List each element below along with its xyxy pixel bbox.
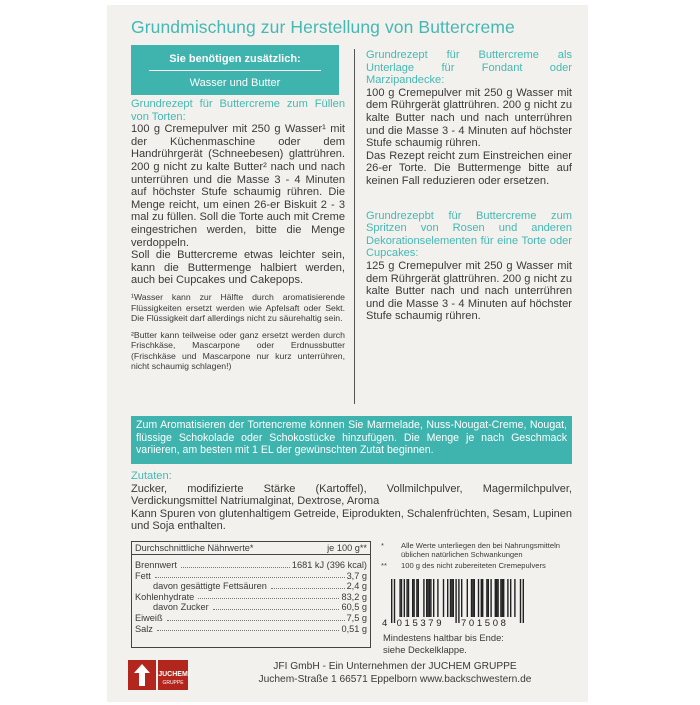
best-before-label: Mindestens haltbar bis Ende: [383, 632, 504, 643]
nutrition-header-label: Durchschnittliche Nährwerte* [135, 543, 254, 553]
barcode-bar [416, 579, 417, 617]
barcode-bar [503, 579, 504, 617]
nutrition-value: 7,5 g [346, 612, 367, 623]
barcode-bar [429, 579, 430, 617]
barcode-bar [399, 579, 400, 617]
barcode-bar [453, 579, 454, 617]
barcode-bar [401, 579, 402, 617]
recipe-fondant-text: 100 g Cremepulver mit 250 g Wasser mit dem Rührgerät glattrühren. 200 g nicht zu kalte Butter nach und nach unterrühren und die Masse 3 - 4 Minuten auf höchster Stufe schaumig rühren. [366, 86, 572, 150]
barcode-bar [520, 579, 521, 623]
barcode-bar [423, 579, 424, 617]
barcode-bar [478, 579, 479, 617]
nutrition-label: Kohlenhydrate [135, 591, 195, 602]
barcode-bar [500, 579, 501, 617]
nutrition-row [132, 602, 370, 613]
barcode-bar [413, 579, 414, 617]
barcode-bar [450, 579, 451, 617]
barcode-bar [481, 579, 482, 617]
juchem-logo [128, 660, 188, 690]
barcode-bar [406, 579, 407, 617]
barcode-bar [510, 579, 511, 617]
nutrition-header [132, 542, 370, 555]
barcode-bar [391, 579, 392, 623]
barcode-bar [495, 579, 496, 617]
barcode-digits-left: 0 1 5 3 7 9 [396, 618, 442, 627]
barcode-bar [455, 579, 456, 623]
allergen-text: Kann Spuren von glutenhaltigem Getreide, Eiprodukten, Schalenfrüchten, Sesam, Lupinen und Soja enthalten. [131, 507, 572, 533]
recipe-filling-light: Soll die Buttercreme etwas leichter sein, kann die Buttermenge halbiert werden, auch bei Cupcakes und Cakepops. [131, 249, 345, 287]
left-column [131, 98, 345, 372]
nutrition-header-value: je 100 g** [327, 543, 367, 553]
nutrition-row [132, 560, 370, 571]
barcode-bar [408, 579, 409, 617]
needed-box [131, 45, 339, 95]
flavoring-banner: Zum Aromatisieren der Tortencreme können Sie Marmelade, Nuss-Nougat-Creme, Nougat, flüssige Schokolade oder Schokostücke hinzufügen. Die Menge je nach Geschmack variieren, am besten mit 1 EL der gewünschten Zutat beginnen. [131, 416, 572, 464]
needed-items: Wasser und Butter [189, 77, 281, 89]
recipe-piping-heading: Grundrezepbt für Buttercreme zum Spritzen von Rosen und anderen Dekorationselementen für eine Torte oder Cupcakes: [366, 209, 572, 260]
nutrition-label: Fett [135, 570, 151, 581]
nutrition-value: 2,4 g [346, 581, 367, 592]
nutrition-value: 1681 kJ (396 kcal) [291, 560, 367, 570]
barcode-bar [437, 579, 438, 617]
barcode-bar [472, 579, 473, 617]
nutrition-row [132, 613, 370, 624]
recipe-filling-heading: Grundrezept für Buttercreme zum Füllen von Torten: [131, 98, 345, 123]
footnote-values: * Alle Werte unterliegen den bei Nahrungsmitteln üblichen natürlichen Schwankungen [381, 541, 560, 560]
column-divider [354, 49, 355, 404]
barcode-bar [488, 579, 489, 617]
barcode-bar [418, 579, 419, 617]
barcode-bar [497, 579, 498, 617]
needed-heading: Sie benötigen zusätzlich: [169, 53, 301, 65]
barcode-bar [404, 579, 405, 617]
recipe-fondant-note: Das Rezept reicht zum Einstreichen einer 26-er Torte. Die Buttermenge bitte auf keinen Fall reduzieren oder ersetzen. [366, 149, 572, 187]
barcode-bar [482, 579, 483, 617]
nutrition-label: Eiweiß [135, 612, 163, 623]
barcode-bar [426, 579, 427, 617]
barcode-bar [433, 579, 434, 617]
barcode [381, 579, 529, 627]
footnote-water: ¹Wasser kann zur Hälfte durch aromatisierende Flüssigkeiten ersetzt werden wie Apfelsaft oder Sekt. Die Flüssigkeit darf allerdings nicht zu säurehaltig sein. [131, 291, 345, 324]
recipe-filling-text: 100 g Cremepulver mit 250 g Wasser¹ mit der Küchenmaschine oder dem Handrührgerät (Schneebesen) glattrühren. 200 g nicht zu kalte Butter² nach und nach unterrühren und die Masse 3 - 4 Minuten auf höchster Stufe schaumig rühren. Die Menge reicht, um einen 26-er Biskuit 2 - 3 mal zu füllen. Soll die Torte auch mit Creme eingestrichen werden, bitte die Menge verdoppeln. [131, 123, 345, 249]
nutrition-label: davon Zucker [153, 602, 209, 613]
footnotes [381, 541, 581, 573]
right-column [366, 49, 572, 323]
barcode-bar [427, 579, 428, 617]
nutrition-value: 0,51 g [341, 623, 367, 634]
nutrition-label: Salz [135, 623, 153, 634]
barcode-bar [447, 579, 448, 617]
nutrition-value: 3,7 g [346, 570, 367, 581]
nutrition-value: 60,5 g [341, 602, 367, 613]
page-title: Grundmischung zur Herstellung von Buttercreme [131, 17, 515, 37]
company-info [225, 660, 565, 686]
best-before [383, 632, 504, 655]
logo-text-bottom: GRUPPE [162, 680, 184, 686]
barcode-bar [461, 579, 462, 617]
ingredients-section [131, 470, 572, 533]
barcode-bar [514, 579, 515, 617]
nutrition-label: davon gesättigte Fettsäuren [153, 581, 267, 592]
barcode-bar [502, 579, 503, 617]
recipe-fondant-heading: Grundrezept für Buttercreme als Unterlage für Fondant oder Marzipandecke: [366, 49, 572, 87]
barcode-bar [467, 579, 468, 617]
best-before-value: siehe Deckelklappe. [383, 643, 467, 655]
footnote-powder: ** 100 g des nicht zubereiteten Cremepulvers [381, 561, 546, 571]
recipe-piping-text: 125 g Cremepulver mit 250 g Wasser mit dem Rührgerät glattrühren. 200 g nicht zu kalte Butter nach und nach unterrühren und die Masse 3 - 4 Minuten auf höchster Stufe schaumig rühren. [366, 259, 572, 323]
barcode-bar [451, 579, 452, 617]
product-label [107, 5, 588, 702]
barcode-digit-first: 4 [382, 618, 388, 627]
footnote-butter: ²Butter kann teilweise oder ganz ersetzt werden durch Frischkäse, Mascarpone oder Erdnussbutter (Frischkäse und Mascarpone nur kurz unterrühren, nicht schaumig schlagen!) [131, 329, 345, 372]
barcode-bar [496, 579, 497, 617]
company-address: Juchem-Straße 1 66571 Eppelborn www.backschwestern.de [258, 674, 532, 685]
barcode-bar [443, 579, 444, 617]
barcode-bar [412, 579, 413, 617]
barcode-bar [471, 579, 472, 617]
nutrition-row [132, 624, 370, 635]
ingredients-text: Zucker, modifizierte Stärke (Kartoffel), Vollmilchpulver, Magermilchpulver, Verdickungsmittel Natriumalginat, Dextrose, Aroma [131, 482, 572, 508]
barcode-digits-right: 7 0 1 5 0 8 [461, 618, 506, 627]
barcode-bar [523, 579, 524, 623]
nutrition-row [132, 571, 370, 582]
barcode-bar [474, 579, 475, 617]
logo-icon [128, 660, 188, 690]
nutrition-value: 83,2 g [341, 591, 367, 602]
barcode-bar [458, 579, 459, 623]
barcode-bar [486, 579, 487, 617]
barcode-bar [430, 579, 431, 617]
logo-text-top: JUCHEM [158, 671, 188, 678]
ingredients-heading: Zutaten: [131, 470, 172, 482]
nutrition-label: Brennwert [135, 560, 177, 570]
barcode-bar [394, 579, 395, 623]
barcode-bar [507, 579, 508, 617]
nutrition-table [131, 541, 371, 648]
company-name: JFI GmbH - Ein Unternehmen der JUCHEM GRUPPE [273, 661, 517, 672]
barcode-bars [381, 579, 529, 627]
barcode-bar [490, 579, 491, 617]
nutrition-row [132, 592, 370, 603]
nutrition-row [132, 581, 370, 592]
